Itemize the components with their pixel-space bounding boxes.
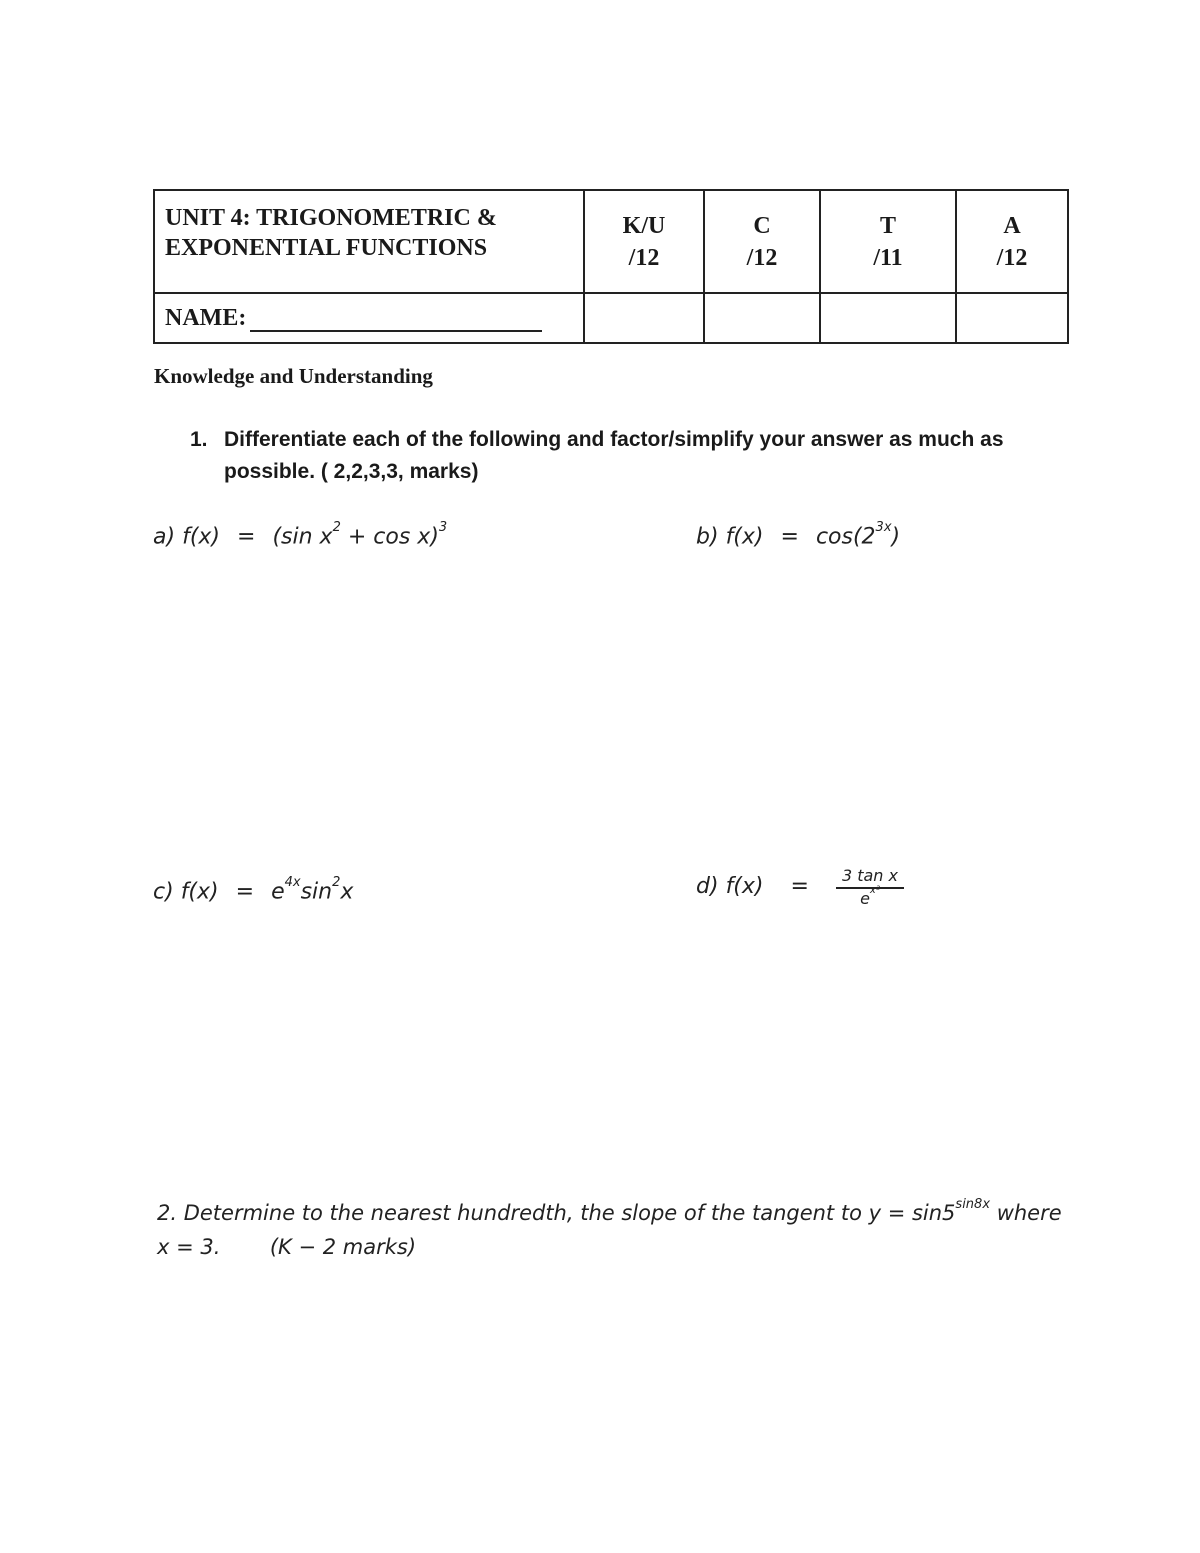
question-2 (157, 1192, 1187, 1264)
part-d-equals: = (790, 874, 809, 899)
question-2-line2 (157, 1230, 1187, 1264)
part-d-fraction (836, 866, 904, 908)
question-1-text: Differentiate each of the following and factor/simplify your answer as much as possible. ( 2,2,3,3, marks) (224, 428, 1004, 483)
part-c-var: x (340, 879, 354, 905)
part-a-label: a) (153, 524, 176, 550)
marks-header-table (153, 189, 1069, 344)
part-a-equals: = (237, 524, 256, 550)
category-ku-label: K/U (622, 212, 666, 239)
score-t-cell[interactable] (820, 293, 956, 343)
score-c-cell[interactable] (704, 293, 820, 343)
part-c-trig-exp: 2 (332, 875, 341, 890)
question-2-line1 (157, 1192, 1187, 1230)
part-c-label: c) (153, 879, 174, 905)
part-d-label: d) (696, 874, 719, 899)
category-a-marks: /12 (996, 244, 1028, 271)
question-2-exponent: sin8x (955, 1197, 991, 1212)
part-b-expression (696, 520, 901, 550)
name-label: NAME: (165, 304, 247, 331)
part-b-exp: 3x (875, 520, 892, 535)
part-d-den-exp: x² (869, 884, 880, 896)
category-t (820, 190, 956, 293)
part-d-expression (696, 866, 904, 908)
part-b-base: cos(2 (815, 524, 876, 550)
part-c-equals: = (235, 879, 255, 905)
question-2-text-after: where (990, 1201, 1062, 1225)
part-b-label: b) (696, 524, 719, 550)
unit-title-line1: UNIT 4: TRIGONOMETRIC & (165, 205, 497, 231)
category-c-marks: /12 (746, 244, 778, 271)
part-a-mid: + cos x) (347, 524, 439, 550)
part-c-base: e (271, 879, 285, 905)
question-2-text: 2. Determine to the nearest hundredth, the slope of the tangent to y = sin5 (157, 1201, 956, 1225)
question-1-number: 1. (190, 428, 208, 451)
question-2-marks: (K − 2 marks) (269, 1235, 417, 1259)
name-cell (154, 293, 584, 343)
score-a-cell[interactable] (956, 293, 1068, 343)
name-field[interactable] (250, 308, 542, 332)
category-a-label: A (1003, 212, 1021, 239)
category-t-marks: /11 (873, 244, 903, 271)
category-c-label: C (753, 212, 771, 239)
score-ku-cell[interactable] (584, 293, 704, 343)
part-a-expression (153, 520, 448, 550)
question-1 (190, 424, 1050, 488)
part-a-exp1: 2 (332, 520, 341, 535)
part-d-denominator (836, 884, 904, 908)
part-b-equals: = (780, 524, 799, 550)
part-a-exp2: 3 (438, 520, 448, 535)
category-ku-marks: /12 (628, 244, 660, 271)
category-ku (584, 190, 704, 293)
part-c-trig: sin (300, 879, 333, 905)
question-2-eq: = 3. (176, 1235, 221, 1259)
part-b-close: ) (891, 524, 901, 550)
unit-title-line2: EXPONENTIAL FUNCTIONS (165, 235, 488, 261)
unit-title (154, 190, 584, 293)
category-t-label: T (879, 212, 896, 239)
part-c-lhs: f(x) (180, 879, 219, 905)
section-heading: Knowledge and Understanding (154, 364, 433, 388)
part-a-base1: (sin x (272, 524, 333, 550)
part-c-exp: 4x (284, 875, 301, 890)
part-c-expression (153, 875, 354, 905)
question-2-var: x (157, 1235, 170, 1259)
category-a (956, 190, 1068, 293)
part-d-numerator: 3 tan x (836, 866, 904, 889)
part-b-lhs: f(x) (725, 524, 764, 550)
part-d-den-base: e (860, 889, 870, 908)
part-d-lhs: f(x) (725, 874, 764, 899)
category-c (704, 190, 820, 293)
part-a-lhs: f(x) (182, 524, 221, 550)
